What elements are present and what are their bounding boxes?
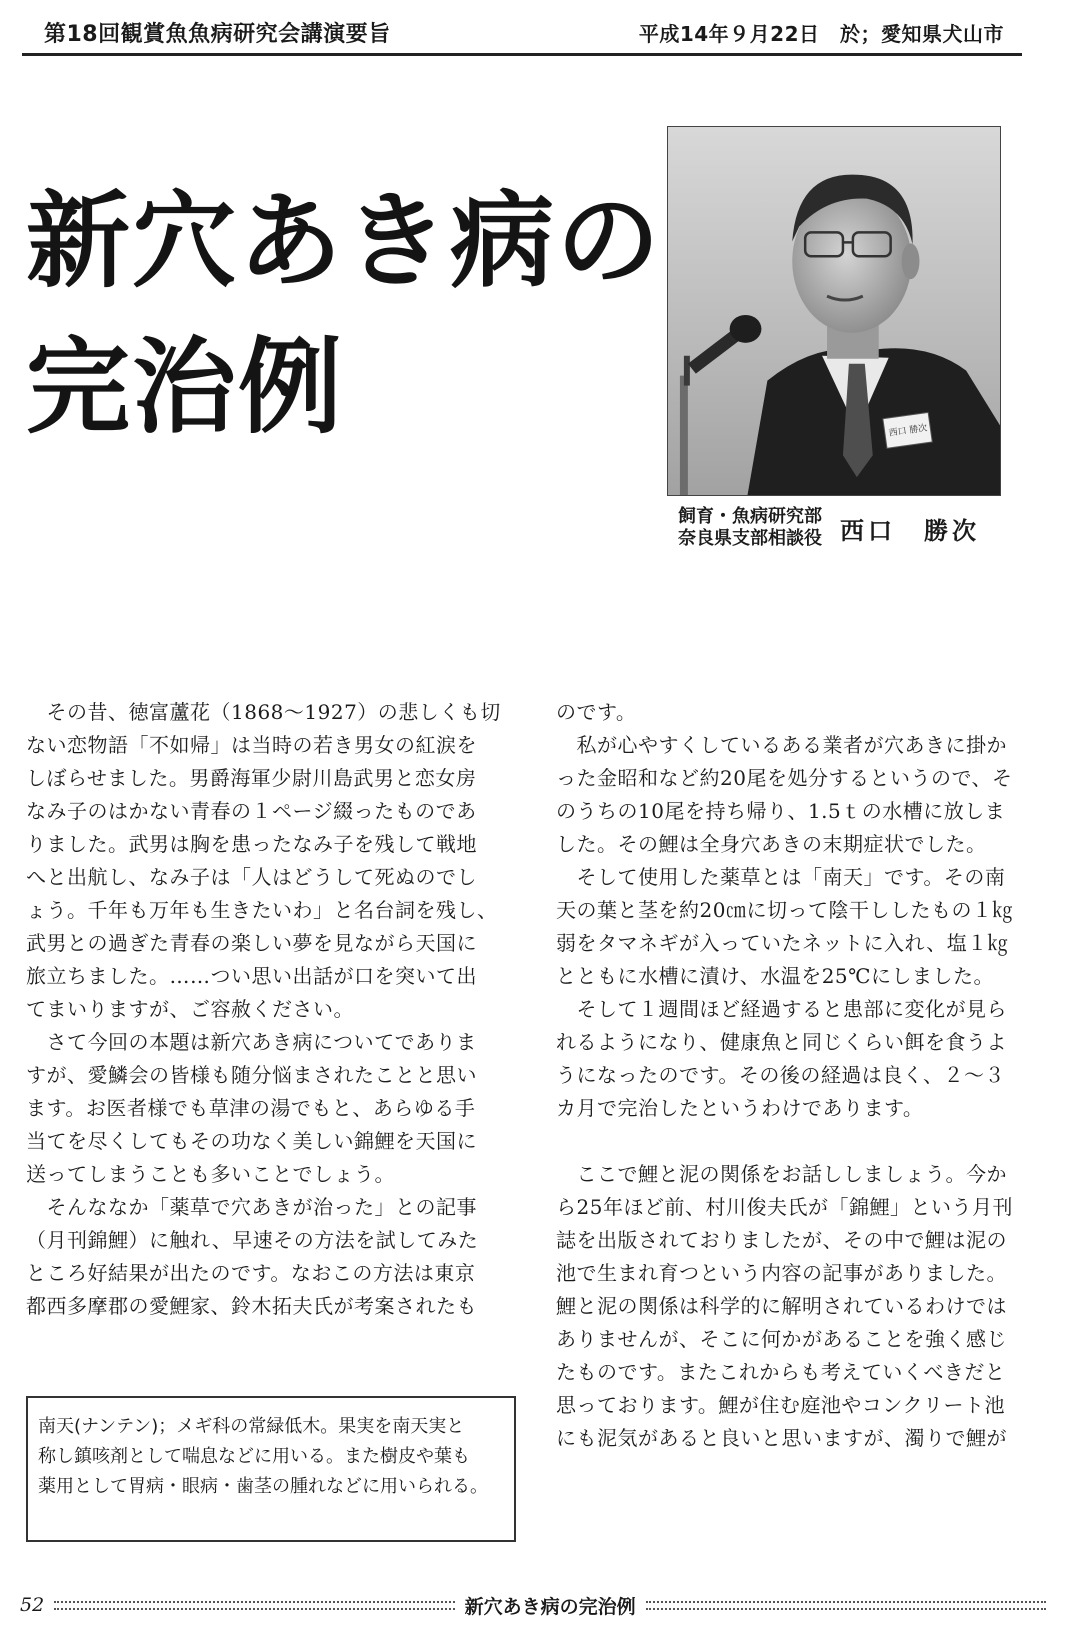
title-line-1: 新穴あき病の bbox=[26, 180, 663, 302]
text-line: てまいりますが、ご容赦ください。 bbox=[26, 997, 354, 1021]
affiliation-line-1: 飼育・魚病研究部 bbox=[678, 506, 822, 527]
text-line: へと出航し、なみ子は「人はどうして死ぬのでし bbox=[26, 865, 477, 889]
text-line: 武男との過ぎた青春の楽しい夢を見ながら天国に bbox=[26, 931, 477, 955]
text-line: ます。お医者様でも草津の湯でもと、あらゆる手 bbox=[26, 1096, 476, 1120]
title-line-2: 完治例 bbox=[26, 326, 345, 448]
body-column-right bbox=[556, 696, 1046, 1455]
text-line: ない恋物語「不如帰」は当時の若き男女の紅涙を bbox=[26, 733, 477, 757]
event-date-place: 平成14年９月22日 於；愛知県犬山市 bbox=[638, 22, 1004, 46]
text-line: しぼらせました。男爵海軍少尉川島武男と恋女房 bbox=[26, 766, 477, 790]
text-line: ら25年ほど前、村川俊夫氏が「錦鯉」という月刊 bbox=[556, 1195, 1013, 1219]
body-column-left bbox=[26, 696, 524, 1323]
running-title: 新穴あき病の完治例 bbox=[464, 1595, 636, 1618]
text-line: のです。 bbox=[556, 700, 637, 724]
text-line: 旅立ちました。……つい思い出話が口を突いて出 bbox=[26, 964, 477, 988]
footer-rule-right bbox=[646, 1601, 1046, 1610]
text-line: った金昭和など約20尾を処分するというので、そ bbox=[556, 766, 1013, 790]
text-line: 思っております。鯉が住む庭池やコンクリート池 bbox=[556, 1393, 1005, 1417]
footer-rule-left bbox=[54, 1601, 454, 1610]
speaker-photo bbox=[667, 126, 1001, 496]
photo-name-tag-text: 西口 勝次 bbox=[888, 423, 928, 439]
text-line: ここで鯉と泥の関係をお話ししましょう。今か bbox=[556, 1162, 1007, 1186]
page-footer bbox=[20, 1590, 1046, 1620]
text-line: ょう。千年も万年も生きたいわ」と名台詞を残し、 bbox=[26, 898, 498, 922]
text-line: れるようになり、健康魚と同じくらい餌を食うよ bbox=[556, 1030, 1007, 1054]
note-line: 南天(ナンテン)；メギ科の常緑低木。果実を南天実と bbox=[38, 1416, 465, 1437]
text-line: 弱をタマネギが入っていたネットに入れ、塩１㎏ bbox=[556, 931, 1009, 955]
glossary-note-box bbox=[26, 1396, 516, 1542]
text-line: カ月で完治したというわけであります。 bbox=[556, 1096, 924, 1120]
text-line: 誌を出版されておりましたが、その中で鯉は泥の bbox=[556, 1228, 1007, 1252]
text-line: のうちの10尾を持ち帰り、1.5ｔの水槽に放しま bbox=[556, 799, 1006, 823]
text-line: たものです。またこれからも考えていくべきだと bbox=[556, 1360, 1006, 1384]
text-line: 都西多摩郡の愛鯉家、鈴木拓夫氏が考案されたも bbox=[26, 1294, 477, 1318]
text-line: 池で生まれ育つという内容の記事がありました。 bbox=[556, 1261, 1007, 1285]
article-title bbox=[26, 168, 663, 460]
text-line: とともに水槽に漬け、水温を25℃にしました。 bbox=[556, 964, 995, 988]
author-name: 西口 勝次 bbox=[840, 516, 980, 545]
text-line: 私が心やすくしているある業者が穴あきに掛か bbox=[556, 733, 1007, 757]
text-line: 鯉と泥の関係は科学的に解明されているわけでは bbox=[556, 1294, 1007, 1318]
text-line: ところ好結果が出たのです。なおこの方法は東京 bbox=[26, 1261, 476, 1285]
note-line: 薬用として胃病・眼病・歯茎の腫れなどに用いられる。 bbox=[38, 1476, 488, 1497]
text-line: 当てを尽くしてもその功なく美しい錦鯉を天国に bbox=[26, 1129, 477, 1153]
page-header bbox=[22, 16, 1022, 56]
note-line: 称し鎮咳剤として喘息などに用いる。また樹皮や葉も bbox=[38, 1446, 470, 1467]
text-line: （月刊錦鯉）に触れ、早速その方法を試してみた bbox=[26, 1228, 479, 1252]
event-title: 第18回観賞魚魚病研究会講演要旨 bbox=[44, 22, 391, 47]
speaker-photo-illustration bbox=[668, 127, 1000, 495]
text-line: にも泥気があると良いと思いますが、濁りで鯉が bbox=[556, 1426, 1007, 1450]
text-line: そして１週間ほど経過すると患部に変化が見ら bbox=[556, 997, 1007, 1021]
page-number: 52 bbox=[20, 1594, 45, 1616]
affiliation-line-2: 奈良県支部相談役 bbox=[678, 528, 822, 549]
text-line: すが、愛鱗会の皆様も随分悩まされたことと思い bbox=[26, 1063, 477, 1087]
text-line: そして使用した薬草とは「南天」です。その南 bbox=[556, 865, 1006, 889]
author-affiliation bbox=[678, 506, 822, 550]
text-line: ありませんが、そこに何かがあることを強く感じ bbox=[556, 1327, 1007, 1351]
text-line bbox=[556, 1125, 1046, 1158]
text-line: その昔、徳富蘆花（1868〜1927）の悲しくも切 bbox=[26, 700, 501, 724]
text-line: なみ子のはかない青春の１ページ綴ったものであ bbox=[26, 799, 477, 823]
text-line: 送ってしまうことも多いことでしょう。 bbox=[26, 1162, 395, 1186]
text-line: そんななか「薬草で穴あきが治った」との記事 bbox=[26, 1195, 477, 1219]
text-line: りました。武男は胸を患ったなみ子を残して戦地 bbox=[26, 832, 477, 856]
text-line: 天の葉と茎を約20㎝に切って陰干ししたもの１㎏ bbox=[556, 898, 1013, 922]
text-line: した。その鯉は全身穴あきの末期症状でした。 bbox=[556, 832, 987, 856]
text-line: さて今回の本題は新穴あき病についてでありま bbox=[26, 1030, 477, 1054]
text-line: うになったのです。その後の経過は良く、２〜３ bbox=[556, 1063, 1005, 1087]
author-caption bbox=[678, 506, 1008, 550]
